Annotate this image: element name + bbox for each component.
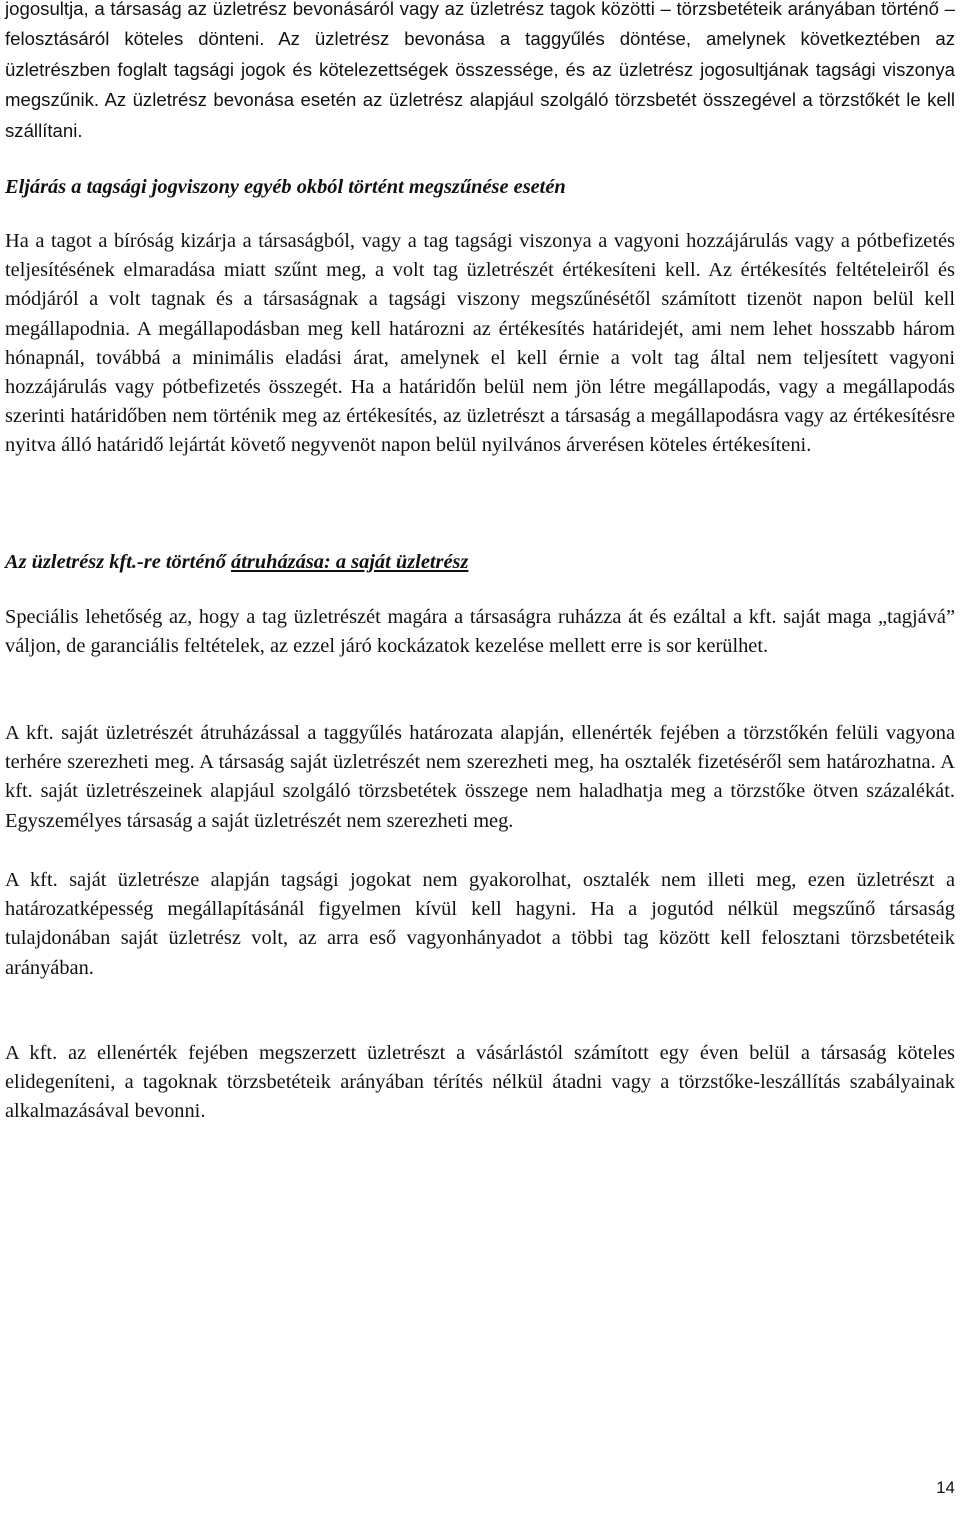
own-share-paragraph-1: Speciális lehetőség az, hogy a tag üzletrészét magára a társaságra ruházza át és ezáltal a kft. saját maga „tagjává” váljon, de garanciális feltételek, az ezzel járó kockázatok kezelése mellett erre is sor kerülhet.	[5, 606, 955, 658]
section-heading-own-share-part1: Az üzletrész kft.-re történő	[5, 551, 232, 573]
section-heading-own-share	[5, 548, 468, 576]
page-number: 14	[936, 1478, 955, 1497]
own-share-paragraph-3: A kft. saját üzletrésze alapján tagsági jogokat nem gyakorolhat, osztalék nem illeti meg, ezen üzletrészt a határozatképesség megállapításánál figyelmen kívül kell hagyni. Ha a jogutód nélkül megszűnő társaság tulajdonában saját üzletrész volt, az arra eső vagyonhányadot a többi tag között kell felosztani törzsbetéteik arányában.	[5, 869, 955, 979]
own-share-paragraph-4: A kft. az ellenérték fejében megszerzett üzletrészt a vásárlástól számított egy éven belül a társaság köteles elidegeníteni, a tagoknak törzsbetéteik arányában térítés nélkül átadni vagy a törzstőke-leszállítás szabályainak alkalmazásával bevonni.	[5, 1042, 955, 1123]
section-paragraph-membership-termination: Ha a tagot a bíróság kizárja a társaságból, vagy a tag tagsági viszonya a vagyoni hozzájárulás vagy a pótbefizetés teljesítésének elmaradása miatt szűnt meg, a volt tag üzletrészét értékesíteni kell. Az értékesítés feltételeiről és módjáról a volt tagnak és a társaságnak a tagsági viszony megszűnésétől számított tizenöt napon belül kell megállapodnia. A megállapodásban meg kell határozni az értékesítés határidejét, ami nem lehet hosszabb három hónapnál, továbbá a minimális eladási árat, amelynek el kell érnie a volt tag által nem teljesített vagyoni hozzájárulás vagy pótbefizetés összegét. Ha a határidőn belül nem jön létre megállapodás, vagy a megállapodás szerinti határidőben nem történik meg az értékesítés, az üzletrészt a társaság a megállapodásra vagy az értékesítésre nyitva álló határidő lejártát követő negyvenöt napon belül nyilvános árverésen köteles értékesíteni.	[5, 230, 955, 457]
section-heading-membership-termination: Eljárás a tagsági jogviszony egyéb okból történt megszűnése esetén	[5, 176, 566, 198]
own-share-paragraph-2: A kft. saját üzletrészét átruházással a taggyűlés határozata alapján, ellenérték fejében a törzstőkén felüli vagyona terhére szerezheti meg. A társaság saját üzletrészét nem szerezheti meg, ha osztalék fizetéséről sem határozhatna. A kft. saját üzletrészeinek alapjául szolgáló törzsbetétek összege nem haladhatja meg a törzstőke ötven százalékát. Egyszemélyes társaság a saját üzletrészét nem szerezheti meg.	[5, 722, 955, 832]
intro-paragraph: jogosultja, a társaság az üzletrész bevonásáról vagy az üzletrész tagok közötti – törzsbetéteik arányában történő – felosztásáról köteles dönteni. Az üzletrész bevonása a taggyűlés döntése, amelynek következtében az üzletrészben foglalt tagsági jogok és kötelezettségek összessége, és az üzletrész jogosultjának tagsági viszonya megszűnik. Az üzletrész bevonása esetén az üzletrész alapjául szolgáló törzsbetét összegével a törzstőkét le kell szállítani.	[5, 0, 955, 141]
section-heading-own-share-part2: átruházása: a saját üzletrész	[231, 551, 469, 573]
